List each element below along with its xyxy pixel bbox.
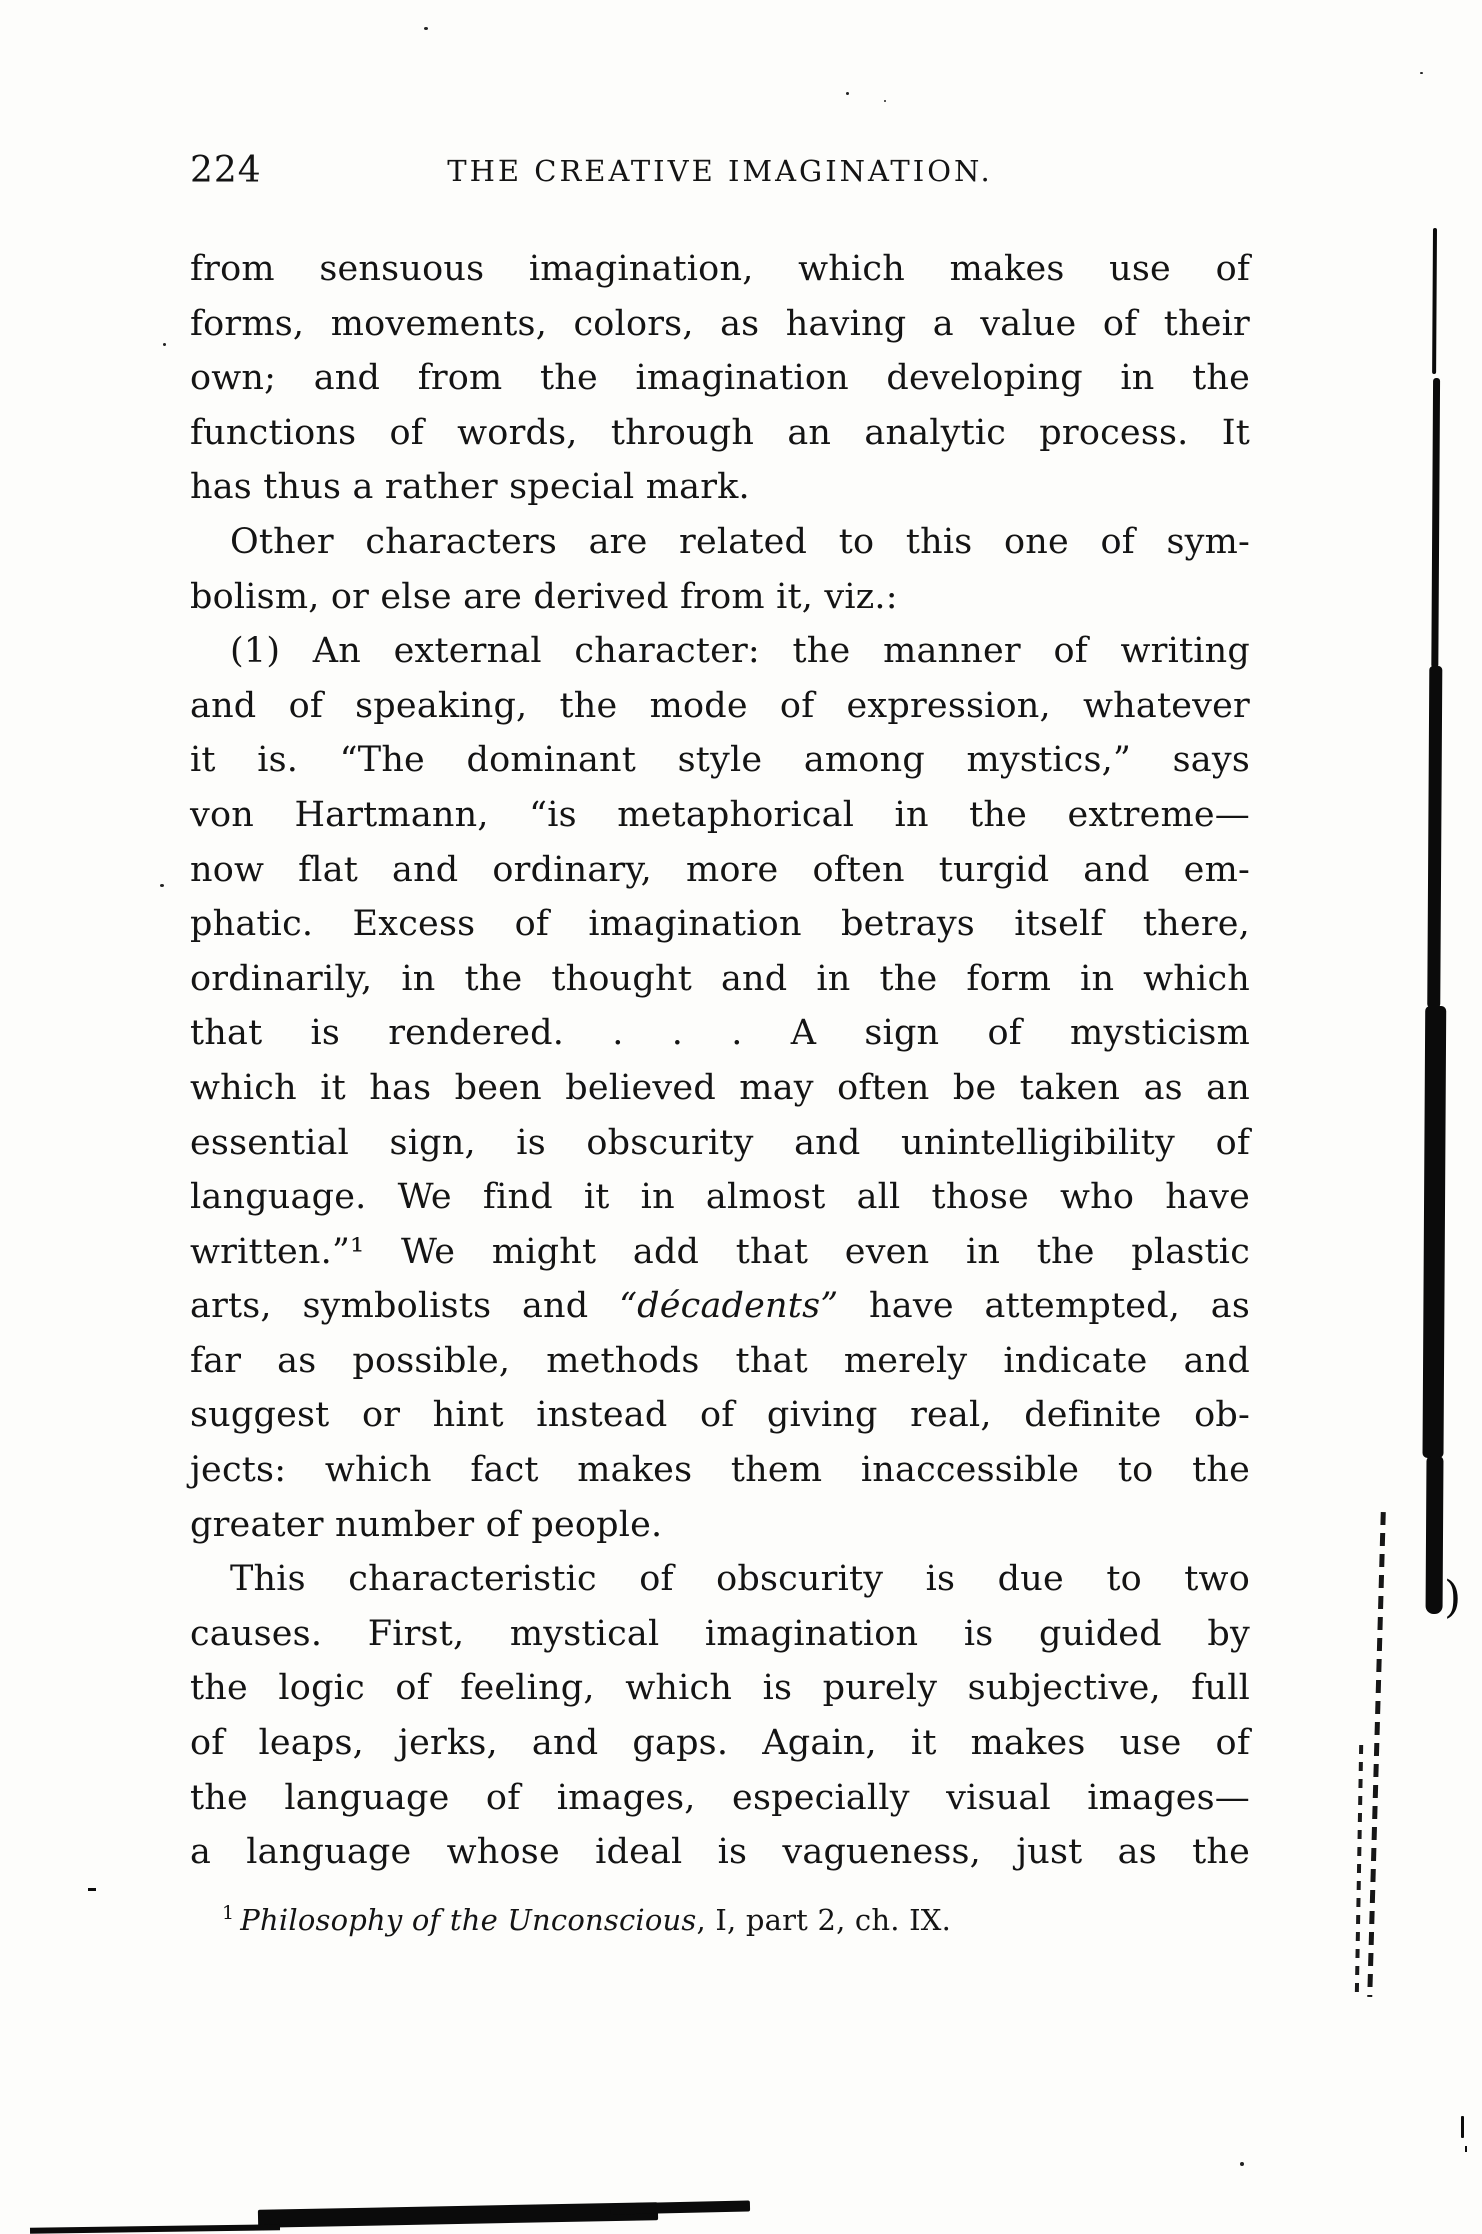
bottom-scan-bar <box>30 2224 280 2233</box>
streak-segment <box>1422 1006 1446 1458</box>
scan-thread <box>1355 1745 1363 1995</box>
ink-tick <box>1465 2146 1467 2152</box>
text-line: greater number of people. <box>190 1504 663 1545</box>
ink-speck <box>424 27 428 30</box>
running-title: THE CREATIVE IMAGINATION. <box>447 154 993 188</box>
text-line: it is. “The dominant style among mystics,” says <box>190 740 1250 781</box>
streak-segment <box>1432 228 1437 374</box>
ink-speck <box>1240 2162 1244 2166</box>
ink-speck <box>163 343 166 346</box>
ink-speck <box>846 92 849 95</box>
text-line: that is rendered. . . . A sign of mysticism <box>190 1013 1250 1054</box>
ink-speck <box>884 100 886 102</box>
text-line: and of speaking, the mode of expression, whatever <box>190 685 1250 726</box>
text-line: Other characters are related to this one of sym- <box>230 521 1250 562</box>
ink-tick <box>1461 2116 1464 2138</box>
text-line: arts, symbolists and “décadents” have attempted, as <box>190 1286 1250 1327</box>
bottom-scan-bar <box>610 2200 750 2214</box>
ink-speck <box>160 884 164 887</box>
text-line: essential sign, is obscurity and unintelligibility of <box>190 1122 1250 1163</box>
text-line: jects: which fact makes them inaccessible to the <box>190 1450 1250 1491</box>
footnote-title: Philosophy of the Unconscious <box>240 1903 697 1937</box>
text-line: a language whose ideal is vagueness, just as the <box>190 1832 1250 1873</box>
streak-segment <box>1431 378 1440 668</box>
text-block <box>190 242 1250 1880</box>
text-line: now flat and ordinary, more often turgid and em- <box>190 849 1250 890</box>
text-line: written.”¹ We might add that even in the plastic <box>190 1231 1250 1272</box>
ink-hook-mark: ) <box>1444 1572 1462 1623</box>
text-line: causes. First, mystical imagination is guided by <box>190 1613 1250 1654</box>
text-line: ordinarily, in the thought and in the form in which <box>190 958 1250 999</box>
text-line: suggest or hint instead of giving real, definite ob- <box>190 1395 1250 1436</box>
text-line: This characteristic of obscurity is due to two <box>230 1559 1250 1600</box>
text-line: own; and from the imagination developing in the <box>190 358 1250 399</box>
text-line: has thus a rather special mark. <box>190 467 750 508</box>
bottom-scan-bar <box>258 2202 658 2228</box>
scan-thread <box>1367 1512 1386 1997</box>
text-line: far as possible, methods that merely indicate and <box>190 1340 1250 1381</box>
text-line: the language of images, especially visual images— <box>190 1777 1250 1818</box>
footnote-rest: , I, part 2, ch. IX. <box>696 1903 952 1937</box>
text-line: phatic. Excess of imagination betrays itself there, <box>190 904 1250 945</box>
text-line: of leaps, jerks, and gaps. Again, it makes use of <box>190 1723 1250 1764</box>
footnote-marker: 1 <box>222 1902 235 1925</box>
page-header <box>190 148 1250 192</box>
text-line: language. We find it in almost all those who have <box>190 1177 1250 1218</box>
text-line: which it has been believed may often be taken as an <box>190 1067 1250 1108</box>
footnote <box>222 1898 1250 1942</box>
ink-speck <box>1420 72 1423 74</box>
text-line: bolism, or else are derived from it, viz.: <box>190 576 898 617</box>
text-line: the logic of feeling, which is purely subjective, full <box>190 1668 1250 1709</box>
text-line: (1) An external character: the manner of writing <box>230 631 1250 672</box>
text-line: functions of words, through an analytic process. It <box>190 412 1250 453</box>
text-line: von Hartmann, “is metaphorical in the extreme— <box>190 794 1250 835</box>
text-line: forms, movements, colors, as having a value of their <box>190 303 1250 344</box>
page-number: 224 <box>190 150 262 191</box>
streak-segment <box>1427 666 1442 1008</box>
text-line: from sensuous imagination, which makes use of <box>190 249 1250 289</box>
ink-dash <box>88 1888 96 1891</box>
streak-segment <box>1426 1456 1444 1614</box>
